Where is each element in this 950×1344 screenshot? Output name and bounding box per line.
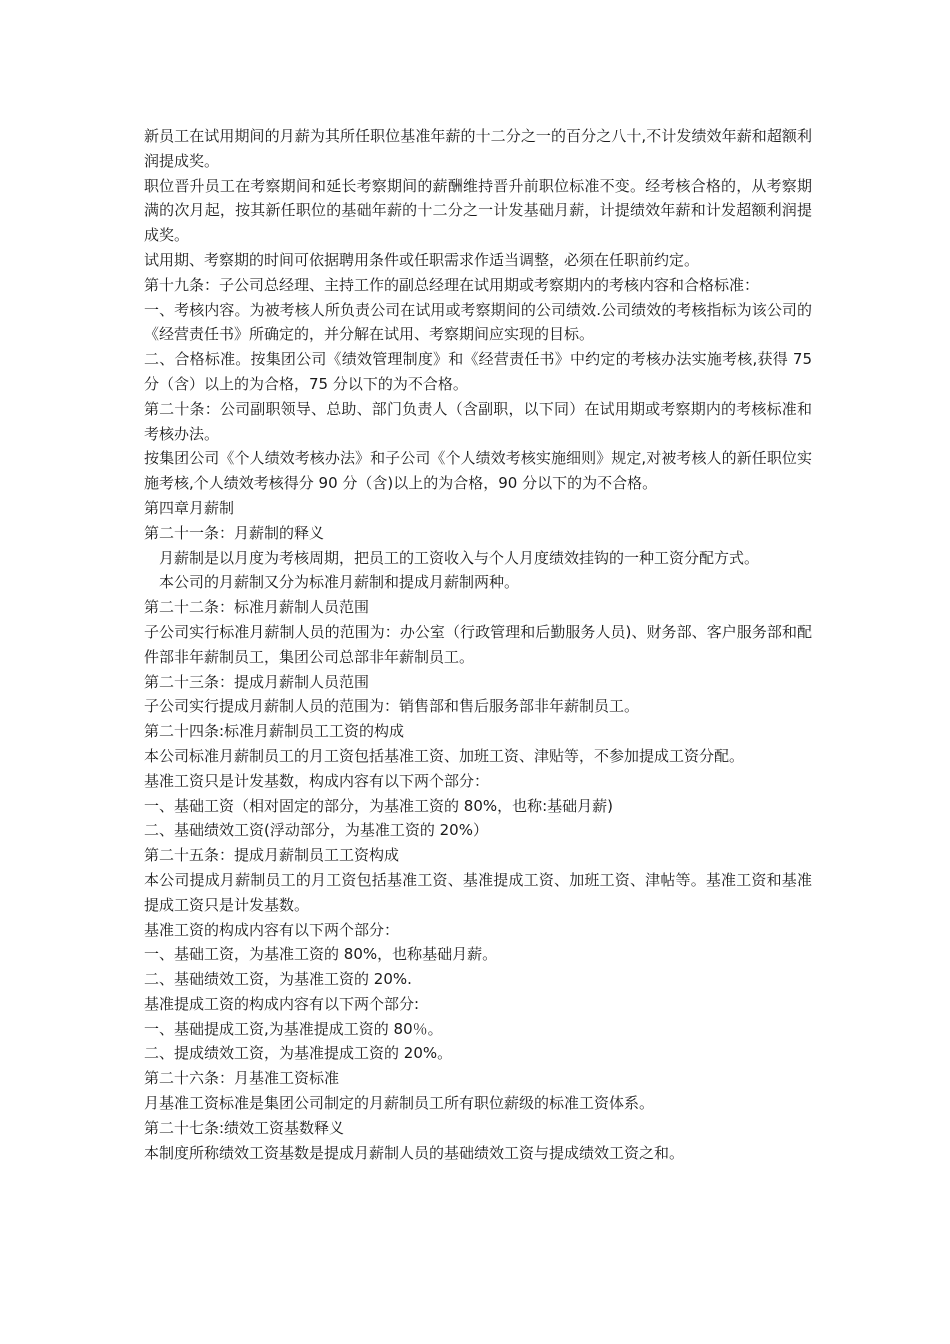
paragraph: 基准工资只是计发基数，构成内容有以下两个部分： <box>144 771 490 790</box>
paragraph: 子公司实行标准月薪制人员的范围为：办公室（行政管理和后勤服务人员)、财务部、客户服务部和配件部非年薪制员工，集团公司总部非年薪制员工。 <box>144 622 812 666</box>
paragraph: 月薪制是以月度为考核周期，把员工的工资收入与个人月度绩效挂钩的一种工资分配方式。 <box>159 548 760 567</box>
document-page <box>144 124 812 1165</box>
paragraph: 新员工在试用期间的月薪为其所任职位基准年薪的十二分之一的百分之八十,不计发绩效年薪和超额利润提成奖。 <box>144 127 812 170</box>
paragraph: 按集团公司《个人绩效考核办法》和子公司《个人绩效考核实施细则》规定,对被考核人的新任职位实施考核,个人绩效考核得分 90 分（含)以上的为合格，90 分以下的为不合格。 <box>144 449 812 493</box>
paragraph: 一、考核内容。为被考核人所负责公司在试用或考察期间的公司绩效.公司绩效的考核指标为该公司的《经营责任书》所确定的，并分解在试用、考察期间应实现的目标。 <box>144 300 812 344</box>
paragraph: 第二十条：公司副职领导、总助、部门负责人（含副职，以下同）在试用期或考察期内的考核标准和考核办法。 <box>144 399 812 443</box>
paragraph: 基准提成工资的构成内容有以下两个部分: <box>144 994 420 1013</box>
paragraph: 第四章月薪制 <box>144 498 235 517</box>
paragraph: 本制度所称绩效工资基数是提成月薪制人员的基础绩效工资与提成绩效工资之和。 <box>144 1143 685 1162</box>
paragraph: 二、基础绩效工资，为基准工资的 20%. <box>144 970 412 989</box>
paragraph: 月基准工资标准是集团公司制定的月薪制员工所有职位薪级的标准工资体系。 <box>144 1094 655 1113</box>
paragraph: 第二十四条:标准月薪制员工工资的构成 <box>144 722 405 741</box>
paragraph: 第二十三条：提成月薪制人员范围 <box>144 672 370 691</box>
paragraph: 二、基础绩效工资(浮动部分，为基准工资的 20%） <box>144 821 488 840</box>
paragraph: 第二十六条：月基准工资标准 <box>144 1069 340 1088</box>
paragraph: 试用期、考察期的时间可依据聘用条件或任职需求作适当调整，必须在任职前约定。 <box>144 250 700 269</box>
paragraph: 职位晋升员工在考察期间和延长考察期间的薪酬维持晋升前职位标准不变。经考核合格的，从考察期满的次月起，按其新任职位的基础年薪的十二分之一计发基础月薪，计提绩效年薪和计发超额利润提成奖。 <box>144 176 812 245</box>
paragraph: 二、提成绩效工资，为基准提成工资的 20%。 <box>144 1044 453 1063</box>
paragraph: 第二十七条:绩效工资基数释义 <box>144 1118 345 1137</box>
paragraph: 本公司标准月薪制员工的月工资包括基准工资、加班工资、津贴等，不参加提成工资分配。 <box>144 746 745 765</box>
paragraph: 本公司提成月薪制员工的月工资包括基准工资、基准提成工资、加班工资、津帖等。基准工资和基准提成工资只是计发基数。 <box>144 870 812 914</box>
paragraph: 第二十一条：月薪制的释义 <box>144 523 325 542</box>
paragraph: 基准工资的构成内容有以下两个部分： <box>144 920 400 939</box>
paragraph: 子公司实行提成月薪制人员的范围为：销售部和售后服务部非年薪制员工。 <box>144 697 640 716</box>
paragraph: 一、基础工资，为基准工资的 80%，也称基础月薪。 <box>144 945 498 964</box>
paragraph: 本公司的月薪制又分为标准月薪制和提成月薪制两种。 <box>159 573 520 592</box>
paragraph: 一、基础提成工资,为基准提成工资的 80％。 <box>144 1019 443 1038</box>
paragraph: 一、基础工资（相对固定的部分，为基准工资的 80%，也称:基础月薪) <box>144 796 614 815</box>
paragraph: 第十九条：子公司总经理、主持工作的副总经理在试用期或考察期内的考核内容和合格标准： <box>144 275 760 294</box>
paragraph: 二、合格标准。按集团公司《绩效管理制度》和《经营责任书》中约定的考核办法实施考核,获得 75 分（含）以上的为合格，75 分以下的为不合格。 <box>144 350 812 393</box>
paragraph: 第二十五条：提成月薪制员工工资构成 <box>144 846 400 865</box>
paragraph: 第二十二条：标准月薪制人员范围 <box>144 598 370 617</box>
